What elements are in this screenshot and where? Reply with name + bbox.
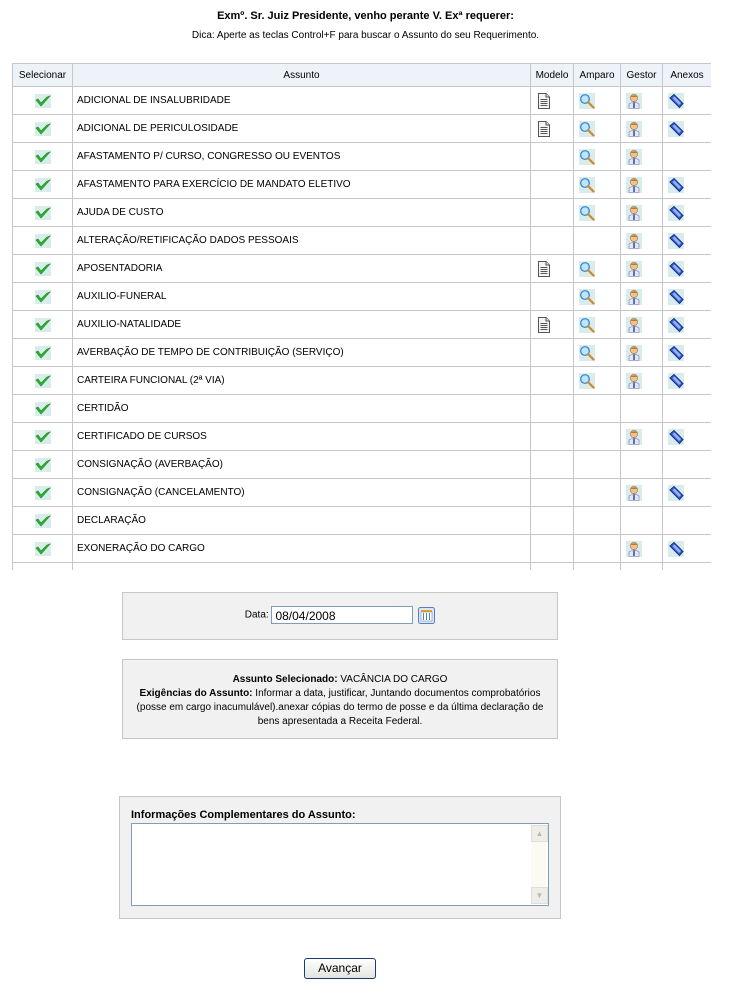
subject-name: AJUDA DE CUSTO: [73, 199, 531, 227]
selected-subject-label: Assunto Selecionado:: [232, 674, 338, 685]
gestor-cell: [621, 143, 663, 171]
selected-subject-panel: [122, 659, 558, 739]
attachment-clip-icon[interactable]: [668, 261, 684, 277]
anexos-cell: [663, 535, 712, 563]
subjects-table-container[interactable]: [12, 63, 711, 570]
gestor-cell: [621, 283, 663, 311]
manager-person-icon[interactable]: [626, 289, 642, 305]
anexos-cell: [663, 507, 712, 535]
attachment-clip-icon[interactable]: [668, 345, 684, 361]
manager-person-icon[interactable]: [626, 373, 642, 389]
gestor-cell: [621, 479, 663, 507]
model-document-icon[interactable]: [536, 317, 552, 333]
select-cell[interactable]: [13, 199, 73, 227]
legal-basis-search-icon[interactable]: [579, 317, 595, 333]
amparo-cell: [574, 535, 621, 563]
amparo-cell: [574, 143, 621, 171]
date-input[interactable]: 08/04/2008: [271, 606, 413, 624]
select-cell[interactable]: [13, 479, 73, 507]
manager-person-icon[interactable]: [626, 345, 642, 361]
select-cell[interactable]: [13, 143, 73, 171]
anexos-cell: [663, 171, 712, 199]
select-check-icon[interactable]: [35, 262, 51, 276]
modelo-cell: [531, 255, 574, 283]
select-cell[interactable]: [13, 311, 73, 339]
gestor-cell: [621, 339, 663, 367]
modelo-cell: [531, 311, 574, 339]
attachment-clip-icon[interactable]: [668, 121, 684, 137]
select-cell[interactable]: [13, 535, 73, 563]
gestor-cell: [621, 171, 663, 199]
table-row[interactable]: [13, 115, 712, 143]
attachment-clip-icon[interactable]: [668, 205, 684, 221]
gestor-cell: [621, 507, 663, 535]
gestor-cell: [621, 311, 663, 339]
table-row[interactable]: [13, 451, 712, 479]
select-check-icon[interactable]: [35, 458, 51, 472]
subject-name: AUXILIO-FUNERAL: [73, 283, 531, 311]
select-cell[interactable]: [13, 367, 73, 395]
anexos-cell: [663, 367, 712, 395]
select-cell[interactable]: [13, 87, 73, 115]
legal-basis-search-icon[interactable]: [579, 373, 595, 389]
manager-person-icon[interactable]: [626, 429, 642, 445]
gestor-cell: [621, 395, 663, 423]
table-row[interactable]: [13, 367, 712, 395]
manager-person-icon[interactable]: [626, 317, 642, 333]
legal-basis-search-icon[interactable]: [579, 345, 595, 361]
table-row[interactable]: [13, 143, 712, 171]
anexos-cell: [663, 227, 712, 255]
select-check-icon[interactable]: [35, 486, 51, 500]
gestor-cell: [621, 367, 663, 395]
amparo-cell: [574, 87, 621, 115]
select-check-icon[interactable]: [35, 402, 51, 416]
column-header-assunto: Assunto: [73, 64, 531, 87]
subject-name: EXONERAÇÃO DO CARGO: [73, 535, 531, 563]
amparo-cell: [574, 171, 621, 199]
modelo-cell: [531, 171, 574, 199]
page-title: Exmº. Sr. Juiz Presidente, venho perante V. Exª requerer:: [217, 10, 514, 22]
gestor-cell: [621, 115, 663, 143]
manager-person-icon[interactable]: [626, 485, 642, 501]
model-document-icon[interactable]: [536, 93, 552, 109]
select-cell[interactable]: [13, 451, 73, 479]
subject-name: AUXILIO-NATALIDADE: [73, 311, 531, 339]
subject-name: CONSIGNAÇÃO (AVERBAÇÃO): [73, 451, 531, 479]
attachment-clip-icon[interactable]: [668, 373, 684, 389]
subjects-table: [12, 63, 711, 570]
requirements-label: Exigências do Assunto:: [139, 688, 253, 699]
gestor-cell: [621, 227, 663, 255]
subject-name: CERTIDÃO: [73, 395, 531, 423]
anexos-cell: [663, 143, 712, 171]
subject-name: ADICIONAL DE PERICULOSIDADE: [73, 115, 531, 143]
modelo-cell: [531, 143, 574, 171]
amparo-cell: [574, 395, 621, 423]
calendar-icon[interactable]: [418, 607, 435, 624]
amparo-cell: [574, 367, 621, 395]
manager-person-icon[interactable]: [626, 121, 642, 137]
column-header-modelo: Modelo: [531, 64, 574, 87]
scroll-down-icon[interactable]: ▼: [531, 887, 548, 904]
attachment-clip-icon[interactable]: [668, 429, 684, 445]
select-check-icon[interactable]: [35, 122, 51, 136]
anexos-cell: [663, 339, 712, 367]
select-check-icon[interactable]: [35, 514, 51, 528]
attachment-clip-icon[interactable]: [668, 177, 684, 193]
select-cell[interactable]: [13, 339, 73, 367]
amparo-cell: [574, 227, 621, 255]
anexos-cell: [663, 199, 712, 227]
table-row[interactable]: [13, 255, 712, 283]
select-check-icon[interactable]: [35, 94, 51, 108]
select-check-icon[interactable]: [35, 430, 51, 444]
table-row[interactable]: [13, 339, 712, 367]
subject-name: [73, 563, 531, 571]
select-cell[interactable]: [13, 227, 73, 255]
select-check-icon[interactable]: [35, 318, 51, 332]
table-row[interactable]: [13, 227, 712, 255]
gestor-cell: [621, 451, 663, 479]
modelo-cell: [531, 423, 574, 451]
requirements-value: Informar a data, justificar, Juntando documentos comprobatórios (posse em cargo inacumulável).anexar cópias do termo de posse e da última declaração de bens apresentada a Receita Federal.: [136, 688, 544, 727]
table-row[interactable]: [13, 283, 712, 311]
anexos-cell: [663, 115, 712, 143]
select-cell[interactable]: [13, 115, 73, 143]
manager-person-icon[interactable]: [626, 261, 642, 277]
attachment-clip-icon[interactable]: [668, 541, 684, 557]
attachment-clip-icon[interactable]: [668, 317, 684, 333]
select-check-icon[interactable]: [35, 234, 51, 248]
gestor-cell: [621, 199, 663, 227]
search-hint: Dica: Aperte as teclas Control+F para buscar o Assunto do seu Requerimento.: [191, 30, 540, 41]
complement-label: Informações Complementares do Assunto:: [131, 809, 356, 821]
column-header-amparo: Amparo: [574, 64, 621, 87]
attachment-clip-icon[interactable]: [668, 289, 684, 305]
subject-name: AFASTAMENTO PARA EXERCÍCIO DE MANDATO ELETIVO: [73, 171, 531, 199]
select-check-icon[interactable]: [35, 150, 51, 164]
model-document-icon[interactable]: [536, 261, 552, 277]
amparo-cell: [574, 311, 621, 339]
table-row[interactable]: [13, 479, 712, 507]
select-cell[interactable]: [13, 423, 73, 451]
legal-basis-search-icon[interactable]: [579, 205, 595, 221]
scroll-up-icon[interactable]: ▲: [531, 825, 548, 842]
select-check-icon[interactable]: [35, 178, 51, 192]
anexos-cell: [663, 451, 712, 479]
legal-basis-search-icon[interactable]: [579, 289, 595, 305]
column-header-gestor: Gestor: [621, 64, 663, 87]
amparo-cell: [574, 423, 621, 451]
select-cell[interactable]: [13, 507, 73, 535]
table-row[interactable]: [13, 199, 712, 227]
select-check-icon[interactable]: [35, 542, 51, 556]
modelo-cell: [531, 227, 574, 255]
table-row[interactable]: [13, 87, 712, 115]
modelo-cell: [531, 87, 574, 115]
date-panel: [122, 592, 558, 640]
anexos-cell: [663, 395, 712, 423]
table-row[interactable]: [13, 311, 712, 339]
amparo-cell: [574, 255, 621, 283]
anexos-cell: [663, 423, 712, 451]
legal-basis-search-icon[interactable]: [579, 149, 595, 165]
complement-panel: [119, 796, 561, 919]
selected-subject-value: VACÂNCIA DO CARGO: [340, 674, 448, 685]
anexos-cell: [663, 311, 712, 339]
amparo-cell: [574, 479, 621, 507]
select-check-icon[interactable]: [35, 346, 51, 360]
table-row[interactable]: [13, 395, 712, 423]
amparo-cell: [574, 283, 621, 311]
subject-name: CARTEIRA FUNCIONAL (2ª VIA): [73, 367, 531, 395]
amparo-cell: [574, 199, 621, 227]
legal-basis-search-icon[interactable]: [579, 121, 595, 137]
amparo-cell: [574, 507, 621, 535]
table-row[interactable]: [13, 563, 712, 571]
select-check-icon[interactable]: [35, 374, 51, 388]
anexos-cell: [663, 479, 712, 507]
modelo-cell: [531, 507, 574, 535]
subject-name: AVERBAÇÃO DE TEMPO DE CONTRIBUIÇÃO (SERVIÇO): [73, 339, 531, 367]
manager-person-icon[interactable]: [626, 177, 642, 193]
select-cell[interactable]: [13, 171, 73, 199]
attachment-clip-icon[interactable]: [668, 485, 684, 501]
anexos-cell: [663, 283, 712, 311]
amparo-cell: [574, 451, 621, 479]
modelo-cell: [531, 283, 574, 311]
modelo-cell: [531, 563, 574, 571]
manager-person-icon[interactable]: [626, 149, 642, 165]
subject-name: AFASTAMENTO P/ CURSO, CONGRESSO OU EVENTOS: [73, 143, 531, 171]
table-row[interactable]: [13, 423, 712, 451]
modelo-cell: [531, 339, 574, 367]
model-document-icon[interactable]: [536, 121, 552, 137]
modelo-cell: [531, 479, 574, 507]
table-row[interactable]: [13, 171, 712, 199]
select-cell[interactable]: [13, 283, 73, 311]
column-header-selecionar: Selecionar: [13, 64, 73, 87]
modelo-cell: [531, 451, 574, 479]
gestor-cell: [621, 535, 663, 563]
gestor-cell: [621, 255, 663, 283]
manager-person-icon[interactable]: [626, 541, 642, 557]
subject-name: CONSIGNAÇÃO (CANCELAMENTO): [73, 479, 531, 507]
column-header-anexos: Anexos: [663, 64, 712, 87]
manager-person-icon[interactable]: [626, 233, 642, 249]
modelo-cell: [531, 115, 574, 143]
table-header-row: [13, 64, 712, 87]
legal-basis-search-icon[interactable]: [579, 261, 595, 277]
select-cell[interactable]: [13, 255, 73, 283]
gestor-cell: [621, 87, 663, 115]
table-row[interactable]: [13, 535, 712, 563]
legal-basis-search-icon[interactable]: [579, 177, 595, 193]
advance-button[interactable]: Avançar: [304, 958, 376, 979]
select-check-icon[interactable]: [35, 206, 51, 220]
subject-name: DECLARAÇÃO: [73, 507, 531, 535]
modelo-cell: [531, 199, 574, 227]
select-cell[interactable]: [13, 395, 73, 423]
select-check-icon[interactable]: [35, 290, 51, 304]
legal-basis-search-icon[interactable]: [579, 93, 595, 109]
anexos-cell: [663, 87, 712, 115]
select-cell[interactable]: [13, 563, 73, 571]
amparo-cell: [574, 115, 621, 143]
complement-textarea[interactable]: [131, 823, 549, 906]
modelo-cell: [531, 535, 574, 563]
subject-name: APOSENTADORIA: [73, 255, 531, 283]
subject-name: CERTIFICADO DE CURSOS: [73, 423, 531, 451]
date-label: Data:: [244, 609, 269, 621]
manager-person-icon[interactable]: [626, 205, 642, 221]
attachment-clip-icon[interactable]: [668, 233, 684, 249]
amparo-cell: [574, 339, 621, 367]
amparo-cell: [574, 563, 621, 571]
subject-name: ALTERAÇÃO/RETIFICAÇÃO DADOS PESSOAIS: [73, 227, 531, 255]
attachment-clip-icon[interactable]: [668, 93, 684, 109]
modelo-cell: [531, 367, 574, 395]
subject-name: ADICIONAL DE INSALUBRIDADE: [73, 87, 531, 115]
gestor-cell: [621, 563, 663, 571]
gestor-cell: [621, 423, 663, 451]
anexos-cell: [663, 255, 712, 283]
modelo-cell: [531, 395, 574, 423]
table-row[interactable]: [13, 507, 712, 535]
manager-person-icon[interactable]: [626, 93, 642, 109]
anexos-cell: [663, 563, 712, 571]
